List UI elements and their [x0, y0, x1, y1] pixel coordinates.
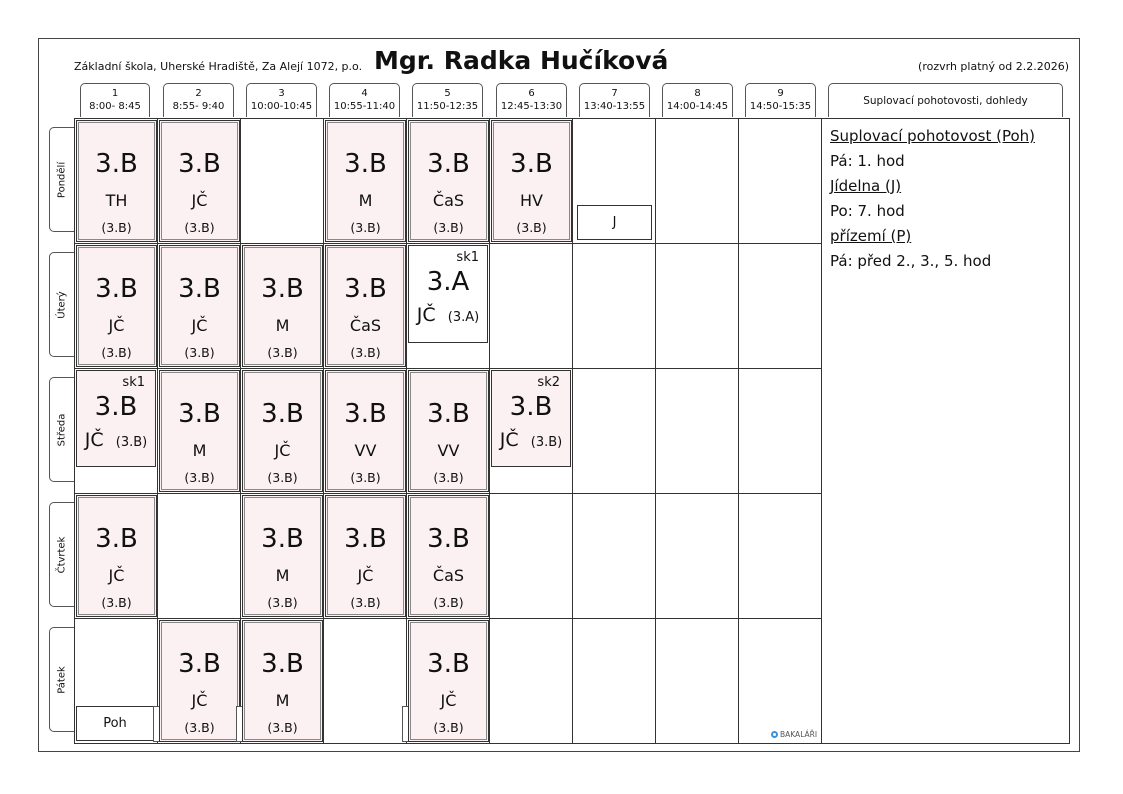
lesson-tue-2[interactable]: 3.B JČ (3.B): [159, 245, 240, 367]
grid-line: [75, 368, 821, 369]
lesson-mon-4[interactable]: 3.B M (3.B): [325, 120, 406, 242]
lesson-wed-1[interactable]: sk1 3.B JČ (3.B): [76, 370, 156, 467]
period-header-7: 7 13:40-13:55: [579, 83, 650, 117]
teacher-name: Mgr. Radka Hučíková: [374, 46, 669, 75]
lesson-thu-4[interactable]: 3.B JČ (3.B): [325, 495, 406, 617]
supervision-heading: Jídelna (J): [830, 177, 902, 195]
grid-line: [75, 618, 821, 619]
period-header-6: 6 12:45-13:30: [496, 83, 567, 117]
day-tab-tuesday: Úterý: [49, 252, 74, 357]
valid-from: (rozvrh platný od 2.2.2026): [918, 60, 1069, 73]
lesson-wed-6[interactable]: sk2 3.B JČ (3.B): [491, 370, 571, 467]
lesson-mon-6[interactable]: 3.B HV (3.B): [491, 120, 572, 242]
lesson-wed-5[interactable]: 3.B VV (3.B): [408, 370, 489, 492]
lesson-tue-1[interactable]: 3.B JČ (3.B): [76, 245, 157, 367]
lesson-thu-1[interactable]: 3.B JČ (3.B): [76, 495, 157, 617]
day-tab-thursday: Čtvrtek: [49, 502, 74, 607]
lesson-fri-3[interactable]: 3.B M (3.B): [242, 620, 323, 742]
lesson-fri-5[interactable]: 3.B JČ (3.B): [408, 620, 489, 742]
bakalari-logo-icon: [771, 731, 778, 738]
period-header-8: 8 14:00-14:45: [662, 83, 733, 117]
period-header-9: 9 14:50-15:35: [745, 83, 816, 117]
day-tab-monday: Pondělí: [49, 127, 74, 232]
school-name: Základní škola, Uherské Hradiště, Za Alejí 1072, p.o.: [74, 60, 363, 73]
lesson-tue-4[interactable]: 3.B ČaS (3.B): [325, 245, 406, 367]
lesson-mon-1[interactable]: 3.B TH (3.B): [76, 120, 157, 242]
lesson-tue-3[interactable]: 3.B M (3.B): [242, 245, 323, 367]
supervision-entry: Po: 7. hod: [830, 202, 905, 220]
duty-fri-1[interactable]: Poh: [76, 706, 154, 741]
grid-line: [157, 119, 158, 743]
day-tab-friday: Pátek: [49, 627, 74, 732]
period-header-4: 4 10:55-11:40: [329, 83, 400, 117]
lesson-wed-4[interactable]: 3.B VV (3.B): [325, 370, 406, 492]
lesson-mon-2[interactable]: 3.B JČ (3.B): [159, 120, 240, 242]
bakalari-logo: BAKALÁŘI: [771, 730, 817, 739]
grid-line: [738, 119, 739, 743]
period-header-5: 5 11:50-12:35: [412, 83, 483, 117]
grid-line: [572, 119, 573, 743]
grid-line: [489, 119, 490, 743]
lesson-mon-5[interactable]: 3.B ČaS (3.B): [408, 120, 489, 242]
grid-line: [655, 119, 656, 743]
grid-line: [323, 119, 324, 743]
period-header-1: 1 8:00- 8:45: [80, 83, 150, 117]
supervision-entry: Pá: před 2., 3., 5. hod: [830, 252, 992, 270]
supervision-entry: Pá: 1. hod: [830, 152, 905, 170]
supervision-heading: přízemí (P): [830, 227, 912, 245]
duty-mon-7[interactable]: J: [577, 205, 652, 240]
grid-line: [240, 119, 241, 743]
lesson-wed-3[interactable]: 3.B JČ (3.B): [242, 370, 323, 492]
lesson-wed-2[interactable]: 3.B M (3.B): [159, 370, 240, 492]
lesson-fri-2[interactable]: 3.B JČ (3.B): [159, 620, 240, 742]
grid-line: [75, 493, 821, 494]
period-header-2: 2 8:55- 9:40: [163, 83, 234, 117]
grid-line: [406, 119, 407, 743]
lesson-thu-3[interactable]: 3.B M (3.B): [242, 495, 323, 617]
lesson-tue-5[interactable]: sk1 3.A JČ (3.A): [408, 245, 488, 343]
day-tab-wednesday: Středa: [49, 377, 74, 482]
period-header-3: 3 10:00-10:45: [246, 83, 317, 117]
supervision-header: Suplovací pohotovosti, dohledy: [828, 83, 1063, 117]
grid-line: [75, 243, 821, 244]
supervision-list: [830, 124, 1066, 274]
lesson-thu-5[interactable]: 3.B ČaS (3.B): [408, 495, 489, 617]
supervision-heading: Suplovací pohotovost (Poh): [830, 127, 1036, 145]
